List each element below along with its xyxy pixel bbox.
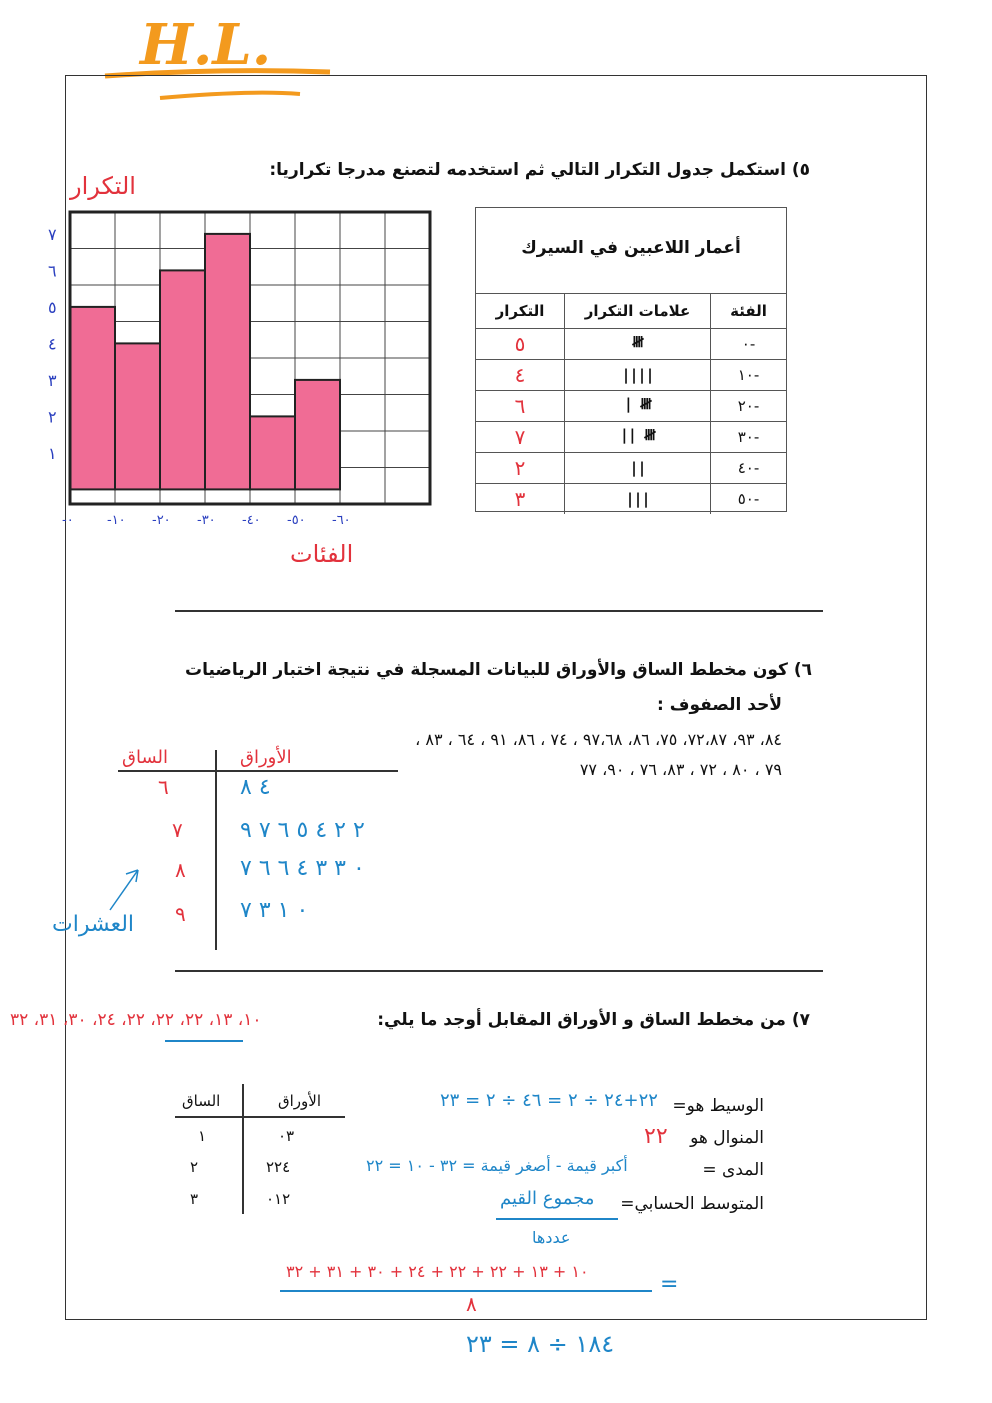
q6-leaves: ٠ ٣ ٣ ٤ ٦ ٦ ٧ <box>240 856 365 881</box>
divider <box>175 970 823 972</box>
class-cell: -٤٠ <box>711 453 787 484</box>
q6-stem: ٧ <box>172 818 183 842</box>
col-tally: علامات التكرار <box>565 294 711 329</box>
table-row <box>476 484 786 515</box>
tally-cell: 𝍸 | <box>565 391 711 422</box>
y-tick-label: ٣ <box>48 370 57 390</box>
arrow-icon <box>100 860 150 920</box>
histogram-xlabel: الفئات <box>290 540 354 568</box>
y-tick-label: ١ <box>48 443 57 463</box>
histogram-bar <box>295 380 340 490</box>
class-cell: -١٠ <box>711 360 787 391</box>
q6-stem: ٩ <box>175 902 186 926</box>
histogram-ylabel: التكرار <box>70 172 136 200</box>
class-cell: -٥٠ <box>711 484 787 515</box>
y-tick-label: ٤ <box>48 334 57 354</box>
tally-cell: |||| <box>565 360 711 391</box>
class-cell: -٣٠ <box>711 422 787 453</box>
mode-label: المنوال هو <box>690 1128 764 1148</box>
q6-annotation: العشرات <box>52 912 135 937</box>
q6-leaf-header: الأوراق <box>240 747 292 768</box>
mode-value: ٢٢ <box>644 1124 668 1149</box>
col-class: الفئة <box>711 294 787 329</box>
median-label: الوسيط هو= <box>672 1096 764 1116</box>
q6-stem: ٨ <box>175 858 186 882</box>
q6-stem: ٦ <box>158 775 169 799</box>
q6-header-line <box>118 770 398 772</box>
x-tick-label: -٢٠ <box>152 513 171 528</box>
sum-line: ١٠ + ١٣ + ٢٢ + ٢٢ + ٢٤ + ٣٠ + ٣١ + ٣٢ <box>286 1262 589 1281</box>
y-tick-label: ٢ <box>48 407 57 427</box>
col-freq: التكرار <box>476 294 565 329</box>
q7-leaf-header: الأوراق <box>278 1092 322 1110</box>
q7-header-line <box>175 1116 345 1118</box>
q7-stem: ١ <box>198 1127 207 1145</box>
freq-cell: ٦ <box>476 391 565 422</box>
table-row <box>476 360 786 391</box>
q7-ordered-values: ١٠، ١٣، ٢٢، ٢٢، ٢٢، ٢٤، ٣٠، ٣١، ٣٢ <box>10 1010 262 1030</box>
q5-question: ٥) استكمل جدول التكرار التالي ثم استخدمه لتصنع مدرجا تكراريا: <box>269 160 810 180</box>
x-tick-label: -٦٠ <box>332 513 351 528</box>
q7-leaves: ٢٢٤ <box>266 1158 291 1176</box>
freq-cell: ٤ <box>476 360 565 391</box>
table-row <box>476 391 786 422</box>
tally-cell: 𝍸 <box>565 329 711 360</box>
x-tick-label: -٥٠ <box>287 513 306 528</box>
q6-stem-line <box>215 750 217 950</box>
q6-question-line2: لأحد الصفوف : <box>657 695 782 715</box>
sum-denominator: ٨ <box>466 1292 477 1316</box>
mean-work-bottom: عددها <box>532 1228 571 1247</box>
q7-leaves: ٠١٢ <box>266 1190 291 1208</box>
freq-cell: ٣ <box>476 484 565 515</box>
histogram <box>35 200 455 545</box>
y-tick-label: ٥ <box>48 297 57 317</box>
class-cell: -٢٠ <box>711 391 787 422</box>
q7-stem-line <box>242 1084 244 1214</box>
q6-data-line2: ٧٩ ، ٨٠ ، ٧٢ ، ٨٣، ٧٦ ، ٩٠، ٧٧ <box>579 760 782 779</box>
median-work: ٢٢+٢٤ ÷ ٢ = ٤٦ ÷ ٢ = ٢٣ <box>440 1090 658 1111</box>
y-tick-label: ٦ <box>48 261 57 281</box>
q7-ordered-underline <box>165 1040 243 1042</box>
x-tick-label: -٤٠ <box>242 513 261 528</box>
histogram-bar <box>250 416 295 489</box>
mean-work-top: مجموع القيم <box>500 1188 595 1209</box>
table-row <box>476 329 786 360</box>
class-cell: -٠ <box>711 329 787 360</box>
table-row <box>476 422 786 453</box>
q6-leaves: ٢ ٢ ٤ ٥ ٦ ٧ ٩ <box>240 818 365 843</box>
x-tick-label: -٠ <box>62 513 74 528</box>
q7-stem: ٣ <box>190 1190 199 1208</box>
histogram-bar <box>160 270 205 489</box>
table-row <box>476 453 786 484</box>
result-line: ١٨٤ ÷ ٨ = ٢٣ <box>466 1330 615 1358</box>
q7-stem-header: الساق <box>182 1092 221 1110</box>
q7-stem: ٢ <box>190 1158 199 1176</box>
q6-data-line1: ٨٤، ٩٣، ٧٢،٨٧، ٧٥، ٨٦، ٩٧،٦٨ ، ٧٤ ، ٨٦، ٩١ ، ٦٤ ، ٨٣ ، <box>415 730 782 749</box>
q6-leaves: ٠ ١ ٣ ٧ <box>240 898 309 923</box>
q6-question-line1: ٦) كون مخطط الساق والأوراق للبيانات المسجلة في نتيجة اختبار الرياضيات <box>185 660 812 680</box>
q6-stem-header: الساق <box>122 747 168 768</box>
initials: H.L. <box>140 12 272 78</box>
mean-fraction-bar <box>496 1218 618 1220</box>
range-work: أكبر قيمة - أصغر قيمة = ٣٢ - ١٠ = ٢٢ <box>366 1156 628 1175</box>
range-label: المدى = <box>702 1160 764 1180</box>
q6-leaves: ٤ ٨ <box>240 775 271 800</box>
freq-cell: ٥ <box>476 329 565 360</box>
q7-question: ٧) من مخطط الساق و الأوراق المقابل أوجد ما يلي: <box>377 1010 810 1030</box>
tally-cell: 𝍸 || <box>565 422 711 453</box>
freq-cell: ٢ <box>476 453 565 484</box>
frequency-table <box>475 207 787 512</box>
y-tick-label: ٧ <box>48 224 57 244</box>
x-tick-label: -٣٠ <box>197 513 216 528</box>
histogram-bar <box>205 234 250 490</box>
tally-cell: || <box>565 453 711 484</box>
histogram-bar <box>115 343 160 489</box>
table-title: أعمار اللاعبين في السيرك <box>521 238 741 258</box>
mean-label: المتوسط الحسابي= <box>620 1194 764 1214</box>
x-tick-label: -١٠ <box>107 513 126 528</box>
sum-equals: = <box>660 1272 679 1297</box>
tally-cell: ||| <box>565 484 711 515</box>
freq-cell: ٧ <box>476 422 565 453</box>
q7-leaves: ٠٣ <box>278 1127 295 1145</box>
divider <box>175 610 823 612</box>
histogram-bar <box>70 307 115 490</box>
